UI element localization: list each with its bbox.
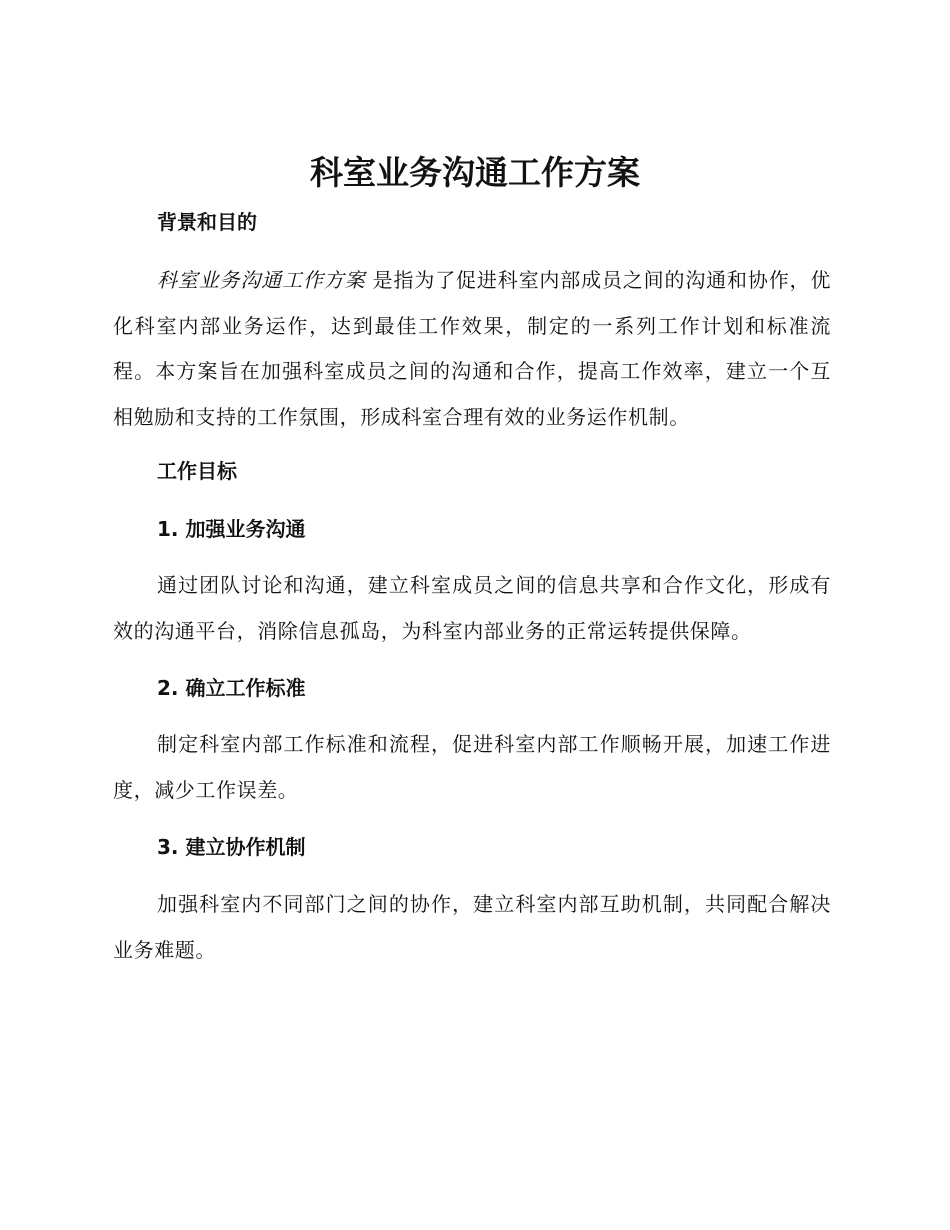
- paragraph-goal-3: 加强科室内不同部门之间的协作，建立科室内部互助机制，共同配合解决业务难题。: [113, 892, 831, 962]
- paragraph-goal-2: 制定科室内部工作标准和流程，促进科室内部工作顺畅开展，加速工作进度，减少工作误差。: [113, 732, 831, 802]
- paragraph-italic-lead: 科室业务沟通工作方案: [157, 268, 366, 292]
- paragraph-background-text: 是指为了促进科室内部成员之间的沟通和协作，优化科室内部业务运作，达到最佳工作效果，制定的一系列工作计划和标准流程。本方案旨在加强科室成员之间的沟通和合作，提高工作效率，建立一个互相勉励和支持的工作氛围，形成科室合理有效的业务运作机制。: [113, 268, 831, 429]
- section-heading-goal-1: 1. 加强业务沟通: [157, 517, 306, 541]
- paragraph-goal-1: 通过团队讨论和沟通，建立科室成员之间的信息共享和合作文化，形成有效的沟通平台，消除信息孤岛，为科室内部业务的正常运转提供保障。: [113, 573, 831, 643]
- section-heading-goal-2: 2. 确立工作标准: [157, 676, 306, 700]
- section-heading-goals: 工作目标: [157, 459, 237, 483]
- paragraph-background: [113, 258, 831, 440]
- document-title: 科室业务沟通工作方案: [310, 153, 640, 192]
- section-heading-goal-3: 3. 建立协作机制: [157, 835, 306, 859]
- section-heading-background: 背景和目的: [157, 210, 257, 234]
